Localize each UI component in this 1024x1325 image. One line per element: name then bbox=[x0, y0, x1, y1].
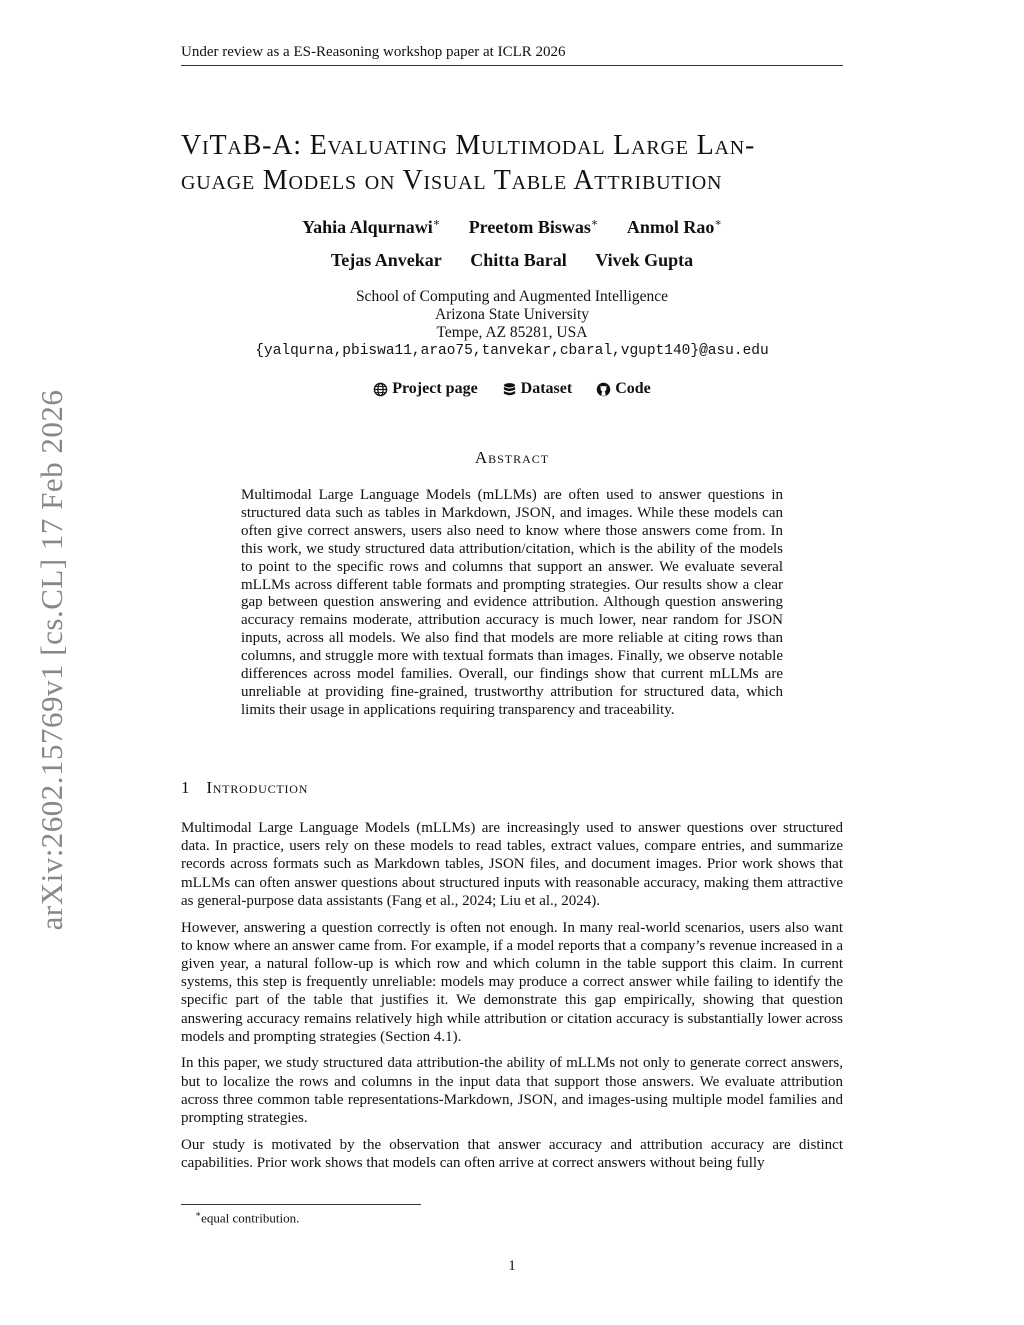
globe-icon bbox=[373, 382, 388, 397]
author-row-1 bbox=[181, 216, 843, 238]
section-heading-introduction bbox=[181, 778, 308, 798]
page-number: 1 bbox=[508, 1258, 516, 1274]
footnote: ∗equal contribution. bbox=[195, 1209, 300, 1226]
section-number: 1 bbox=[181, 778, 191, 797]
abstract-heading: Abstract bbox=[474, 448, 550, 467]
author: Vivek Gupta bbox=[595, 250, 694, 270]
footnote-rule bbox=[181, 1204, 421, 1205]
emails: {yalqurna,pbiswa11,arao75,tanvekar,cbaral,vgupt140}@asu.edu bbox=[255, 343, 769, 359]
github-icon bbox=[596, 382, 611, 397]
university: Arizona State University bbox=[434, 306, 590, 323]
resource-links bbox=[181, 380, 843, 402]
title-line-2: guage Models on Visual Table Attribution bbox=[181, 165, 723, 196]
paragraph: However, answering a question correctly is often not enough. In many real-world scenarios, users also want to know where an answer came from. For example, if a model reports that a company’s revenue increased in a given year, a natural follow-up is which row and which column in the table support this claim. In current systems, this step is frequently unreliable: models may produce a correct answer while failing to identify the specific part of the table that justifies it. We demonstrate this gap empirically, showing that question answering accuracy remains relatively high while attribution or citation accuracy is substantially lower across models and prompting strategies (Section 4.1). bbox=[181, 919, 843, 1045]
author: Tejas Anvekar bbox=[330, 250, 442, 270]
school: School of Computing and Augmented Intelligence bbox=[355, 288, 669, 305]
paragraph: In this paper, we study structured data attribution-the ability of mLLMs not only to generate correct answers, but to localize the rows and columns in the input data that support those answers. We evaluate attribution across three common table representations-Markdown, JSON, and images-using multiple model families and prompting strategies. bbox=[181, 1055, 843, 1127]
author: Anmol Rao∗ bbox=[626, 217, 722, 237]
author: Preetom Biswas∗ bbox=[468, 217, 599, 237]
paper-title bbox=[181, 128, 851, 198]
code-link[interactable]: Code bbox=[596, 380, 651, 398]
section-title: Introduction bbox=[206, 778, 309, 797]
introduction-body bbox=[181, 819, 843, 1181]
paragraph: Our study is motivated by the observation that answer accuracy and attribution accuracy are distinct capabilities. Prior work shows that models can often arrive at correct answers without being fully bbox=[181, 1136, 843, 1171]
author: Yahia Alqurnawi∗ bbox=[302, 217, 441, 237]
database-icon bbox=[502, 382, 517, 397]
project-page-link[interactable]: Project page bbox=[373, 380, 477, 398]
abstract-text: Multimodal Large Language Models (mLLMs) are often used to answer questions in structured data such as tables in Markdown, JSON, and images. While these models can often give correct answers, users also need to know where those answers come from. In this work, we study structured data attribution/citation, which is the ability of the models to point to the specific rows and columns that support an answer. We evaluate several mLLMs across different table formats and prompting strategies. Our results show a clear gap between question answering and evidence attribution. Although question answering accuracy remains moderate, attribution accuracy is much lower, near random for JSON inputs, across all models. We also find that models are more reliable at citing rows than columns, and struggle more with textual formats than images. Finally, we observe notable differences across model families. Overall, our findings show that current mLLMs are unreliable at providing fine-grained, trustworthy attribution for structured data, which limits their usage in applications requiring transparency and traceability. bbox=[241, 487, 783, 718]
author-row-2 bbox=[181, 250, 843, 271]
dataset-link[interactable]: Dataset bbox=[502, 380, 573, 398]
header-rule bbox=[181, 65, 843, 66]
running-header: Under review as a ES-Reasoning workshop paper at ICLR 2026 bbox=[181, 44, 566, 60]
affiliation bbox=[181, 288, 843, 360]
title-line-1: ViTaB-A: Evaluating Multimodal Large Lan- bbox=[181, 130, 756, 161]
author: Chitta Baral bbox=[470, 250, 567, 270]
address: Tempe, AZ 85281, USA bbox=[436, 324, 588, 341]
arxiv-identifier: arXiv:2602.15769v1 [cs.CL] 17 Feb 2026 bbox=[34, 389, 69, 931]
paragraph: Multimodal Large Language Models (mLLMs) are increasingly used to answer questions over structured data. In practice, users rely on these models to read tables, extract values, compare entries, and summarize records across formats such as Markdown tables, JSON files, and document images. Prior work shows that mLLMs can often answer questions about structured inputs with reasonable accuracy, making them attractive as general-purpose data assistants (Fang et al., 2024; Liu et al., 2024). bbox=[181, 820, 843, 909]
